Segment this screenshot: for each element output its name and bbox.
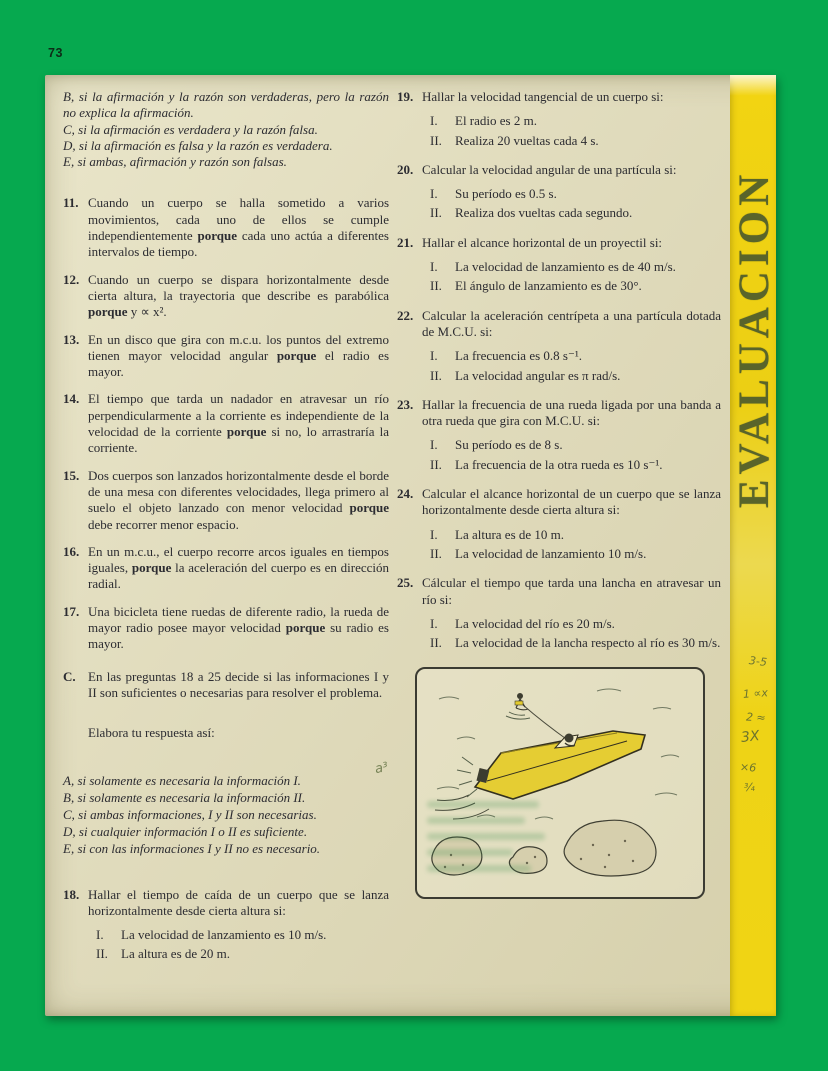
statement-ii: II. La frecuencia de la otra rueda es 10 s⁻¹. xyxy=(430,456,663,472)
statement-ii: II. La altura es de 20 m. xyxy=(96,946,231,962)
statement-i: I. La velocidad de lanzamiento es 10 m/s. xyxy=(96,927,327,943)
statement-list xyxy=(422,113,721,149)
statement-list xyxy=(422,348,721,384)
question-number: 14. xyxy=(63,391,80,407)
handwritten-margin-mark: 1 ∝x xyxy=(742,686,769,701)
statement-i: I. El radio es 2 m. xyxy=(430,113,537,129)
question-text: En un disco que gira con m.c.u. los puntos del extremo tienen mayor velocidad angular porque el radio es mayor. xyxy=(88,331,389,380)
answer-option-a: A, si solamente es necesaria la información I. xyxy=(63,772,301,788)
speedboat-river-drawing xyxy=(417,669,703,897)
question-17 xyxy=(63,604,389,653)
question-stem: Calcular el alcance horizontal de un cuerpo que se lanza horizontalmente desde cierta altura si: xyxy=(422,486,721,518)
reason-option-c: C, si la afirmación es verdadera y la razón falsa. xyxy=(63,121,318,137)
instruction-line: Elabora tu respuesta así: xyxy=(88,725,215,741)
right-column xyxy=(397,89,721,899)
statement-i: I. La velocidad de lanzamiento es de 40 m/s. xyxy=(430,259,676,275)
question-number: 16. xyxy=(63,543,80,559)
ink-bleed-line xyxy=(427,833,545,840)
statement-i: I. Su período es 0.5 s. xyxy=(430,186,557,202)
ink-bleed-line xyxy=(427,801,539,808)
question-text: El tiempo que tarda un nadador en atravesar un río perpendicularmente a la corriente es independiente de la velocidad de la corriente porque si no, lo arrastraría la corriente. xyxy=(88,391,390,456)
statement-list xyxy=(88,927,389,963)
boat-illustration xyxy=(415,667,705,899)
question-number: 17. xyxy=(63,603,80,619)
statement-i: I. La frecuencia es 0.8 s⁻¹. xyxy=(430,348,582,364)
answer-option-b: B, si solamente es necesaria la información II. xyxy=(63,789,306,805)
question-number: 18. xyxy=(63,886,80,902)
question-number: 21. xyxy=(397,234,414,250)
statement-list xyxy=(422,527,721,563)
answer-option-d: D, si cualquier información I o II es suficiente. xyxy=(63,823,308,839)
question-19 xyxy=(397,89,721,149)
question-number: 15. xyxy=(63,467,80,483)
statement-ii: II. La velocidad de lanzamiento 10 m/s. xyxy=(430,545,647,561)
section-instructions: En las preguntas 18 a 25 decide si las informaciones I y II son suficientes o necesarias para resolver el problema. xyxy=(88,668,389,700)
question-stem: Calcular la aceleración centrípeta a una partícula dotada de M.C.U. si: xyxy=(422,307,721,339)
statement-i: I. La altura es de 10 m. xyxy=(430,526,565,542)
question-stem: Calcular la velocidad angular de una partícula si: xyxy=(422,161,677,177)
page-number: 73 xyxy=(48,46,63,60)
reason-option-b: B, si la afirmación y la razón son verdaderas, pero la razón no explica la afirmación. xyxy=(63,89,389,121)
question-text: Cuando un cuerpo se halla sometido a varios movimientos, cada uno de ellos se cumple independientemente porque cada uno actúa a diferentes intervalos de tiempo. xyxy=(88,195,389,260)
reason-option-list xyxy=(63,89,389,170)
ink-bleed-line xyxy=(427,865,531,872)
answer-key-options xyxy=(63,772,389,857)
question-12 xyxy=(63,272,389,321)
speedboat xyxy=(475,731,645,799)
question-number: 22. xyxy=(397,307,414,323)
handwritten-note: a³ xyxy=(373,759,390,778)
question-text: Una bicicleta tiene ruedas de diferente radio, la rueda de mayor radio posee mayor velocidad porque su radio es mayor. xyxy=(88,603,389,652)
handwritten-margin-mark: 3X xyxy=(740,728,761,746)
question-23 xyxy=(397,397,721,473)
question-25 xyxy=(397,575,721,651)
question-stem: Hallar la velocidad tangencial de un cuerpo si: xyxy=(422,89,664,104)
statement-i: I. Su período es de 8 s. xyxy=(430,437,563,453)
scanned-textbook-page xyxy=(45,75,776,1016)
statement-list xyxy=(422,616,721,652)
question-21 xyxy=(397,235,721,295)
statement-ii: II. El ángulo de lanzamiento es de 30°. xyxy=(430,278,642,294)
answer-option-e: E, si con las informaciones I y II no es necesario. xyxy=(63,840,321,856)
statement-ii: II. Realiza 20 vueltas cada 4 s. xyxy=(430,132,599,148)
question-18 xyxy=(63,887,389,963)
statement-ii: II. Realiza dos vueltas cada segundo. xyxy=(430,205,633,221)
question-13 xyxy=(63,332,389,381)
question-text: En un m.c.u., el cuerpo recorre arcos iguales en tiempos iguales, porque la aceleración del cuerpo es en dirección radial. xyxy=(88,543,389,592)
question-text: Dos cuerpos son lanzados horizontalmente desde el borde de una mesa con diferentes velocidades, llega primero al suelo el objeto lanzado con menor velocidad porque debe recorrer menor espacio. xyxy=(88,467,389,532)
question-number: 25. xyxy=(397,575,414,591)
section-c-heading xyxy=(63,669,389,702)
question-number: 12. xyxy=(63,271,80,287)
question-15 xyxy=(63,468,389,533)
ink-bleed-line xyxy=(427,849,513,856)
statement-list xyxy=(422,259,721,295)
section-letter: C. xyxy=(63,668,76,684)
question-20 xyxy=(397,162,721,222)
statement-list xyxy=(422,186,721,222)
handwritten-margin-mark: 3-5 xyxy=(748,654,768,669)
question-number: 19. xyxy=(397,89,414,104)
question-24 xyxy=(397,486,721,562)
question-text: Cuando un cuerpo se dispara horizontalmente desde cierta altura, la trayectoria que describe es parabólica porque y ∝ x². xyxy=(88,271,389,320)
question-number: 24. xyxy=(397,486,414,502)
handwritten-margin-mark: ¾ xyxy=(743,780,756,795)
left-column xyxy=(63,89,389,974)
statement-ii: II. La velocidad de la lancha respecto al río es 30 m/s. xyxy=(430,635,721,651)
page-corner-highlight xyxy=(730,75,776,101)
question-16 xyxy=(63,544,389,593)
question-stem: Hallar el tiempo de caída de un cuerpo que se lanza horizontalmente desde cierta altura si: xyxy=(88,886,389,918)
skier-figure xyxy=(506,693,530,719)
question-11 xyxy=(63,195,389,260)
handwritten-margin-mark: ×6 xyxy=(739,760,757,775)
evaluation-band-label: EVALUACION xyxy=(731,169,778,509)
question-22 xyxy=(397,308,721,384)
question-stem: Cálcular el tiempo que tarda una lancha en atravesar un río si: xyxy=(422,575,721,607)
statement-ii: II. La velocidad angular es π rad/s. xyxy=(430,367,621,383)
question-number: 23. xyxy=(397,396,414,412)
statement-list xyxy=(422,437,721,473)
ink-bleed-line xyxy=(427,817,525,824)
handwritten-margin-mark: 2 ≈ xyxy=(745,710,767,725)
question-number: 11. xyxy=(63,195,79,211)
question-stem: Hallar el alcance horizontal de un proyectil si: xyxy=(422,234,663,250)
statement-i: I. La velocidad del río es 20 m/s. xyxy=(430,615,615,631)
reason-option-d: D, si la afirmación es falsa y la razón es verdadera. xyxy=(63,137,333,153)
question-number: 13. xyxy=(63,331,80,347)
question-stem: Hallar la frecuencia de una rueda ligada por una banda a otra rueda que gira con M.C.U. si: xyxy=(422,396,721,429)
question-number: 20. xyxy=(397,161,414,177)
question-14 xyxy=(63,391,389,456)
reason-option-e: E, si ambas, afirmación y razón son falsas. xyxy=(63,154,287,170)
answer-option-c: C, si ambas informaciones, I y II son necesarias. xyxy=(63,806,317,822)
